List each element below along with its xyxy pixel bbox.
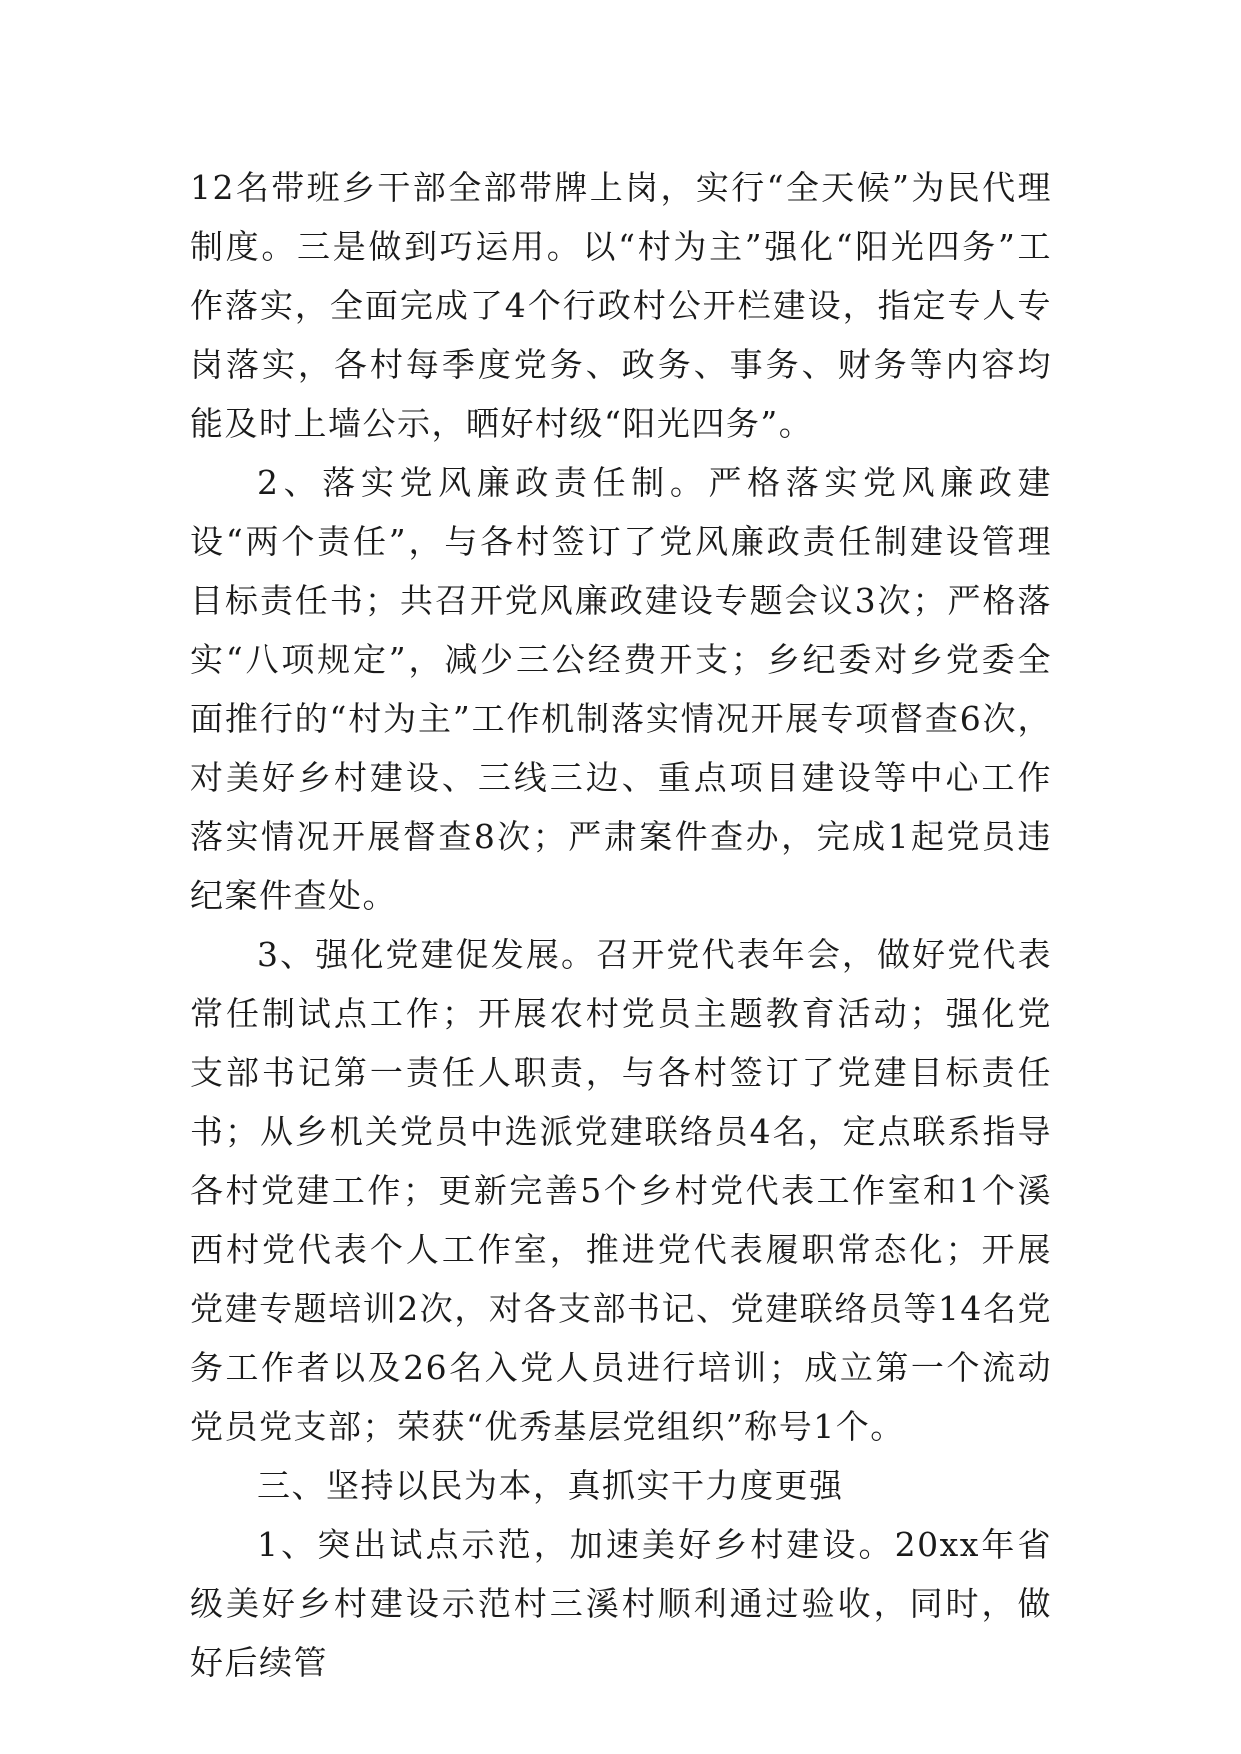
paragraph-party-conduct: 2、落实党风廉政责任制。严格落实党风廉政建设“两个责任”，与各村签订了党风廉政责任制建设管理目标责任书；共召开党风廉政建设专题会议3次；严格落实“八项规定”，减少三公经费开支；乡纪委对乡党委全面推行的“村为主”工作机制落实情况开展专项督查6次，对美好乡村建设、三线三边、重点项目建设等中心工作落实情况开展督查8次；严肃案件查办，完成1起党员违纪案件查处。: [190, 463, 1052, 915]
section-heading: 三、坚持以民为本，真抓实干力度更强: [257, 1466, 844, 1505]
paragraph-party-building: 3、强化党建促发展。召开党代表年会，做好党代表常任制试点工作；开展农村党员主题教育活动；强化党支部书记第一责任人职责，与各村签订了党建目标责任书；从乡机关党员中选派党建联络员4名，定点联系指导各村党建工作；更新完善5个乡村党代表工作室和1个溪西村党代表个人工作室，推进党代表履职常态化；开展党建专题培训2次，对各支部书记、党建联络员等14名党务工作者以及26名入党人员进行培训；成立第一个流动党员党支部；荣获“优秀基层党组织”称号1个。: [190, 935, 1052, 1446]
paragraph-pilot-demonstration: 1、突出试点示范，加速美好乡村建设。20xx年省级美好乡村建设示范村三溪村顺利通过验收，同时，做好后续管: [190, 1525, 1052, 1682]
paragraph-continuation: 12名带班乡干部全部带牌上岗，实行“全天候”为民代理制度。三是做到巧运用。以“村为主”强化“阳光四务”工作落实，全面完成了4个行政村公开栏建设，指定专人专岗落实，各村每季度党务、政务、事务、财务等内容均能及时上墙公示，晒好村级“阳光四务”。: [190, 168, 1052, 443]
document-body: [190, 158, 1052, 1692]
